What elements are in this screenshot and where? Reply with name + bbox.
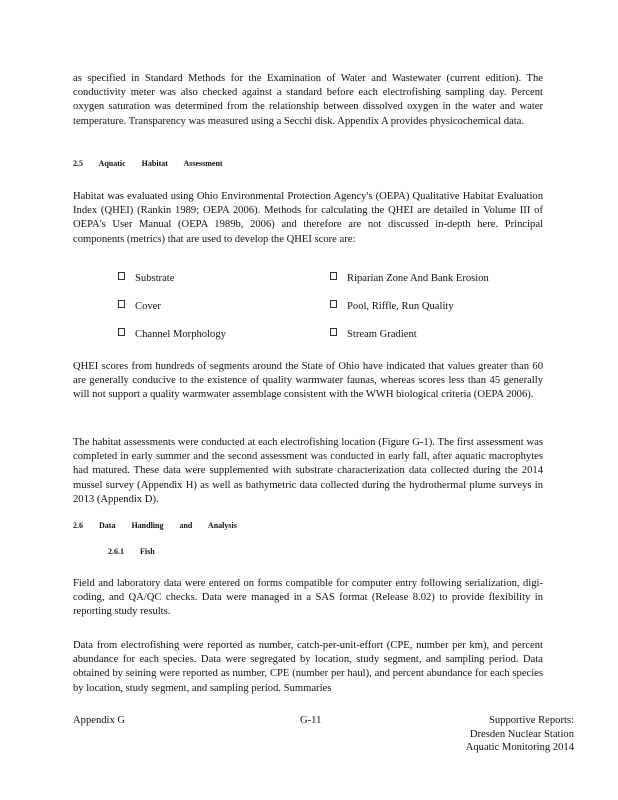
paragraph-electrofishing-data: Data from electrofishing were reported as number, catch-per-unit-effort (CPE, number per km), and percent abundance for each species. Data were segregated by location, study segment, and sampling period. Data obtained by seining were reported as number, CPE (number per haul), and percent abundance for each species by location, study segment, and sampling period. Summaries [73, 640, 543, 694]
metric-item: Pool, Riffle, Run Quality [330, 300, 454, 312]
metric-item: Cover [118, 300, 161, 312]
checkbox-icon [330, 300, 337, 308]
checkbox-icon [118, 272, 125, 280]
paragraph-water-quality-methods: as specified in Standard Methods for the Examination of Water and Wastewater (current edition). The conductivity meter was also checked against a standard before each electrofishing sampling day. Percent oxygen saturation was determined from the relationship between dissolved oxygen in the water and water temperature. Transparency was measured using a Secchi disk. Appendix A provides physicochemical data. [73, 73, 543, 127]
section-heading-2-5: 2.5 Aquatic Habitat Assessment [73, 159, 223, 168]
metric-item: Channel Morphology [118, 328, 226, 340]
footer-report-info [466, 714, 574, 755]
paragraph-qhei-scores: QHEI scores from hundreds of segments around the State of Ohio have indicated that values greater than 60 are generally conducive to the existence of quality warmwater faunas, whereas scores less than 45 generally will not support a quality warmwater assemblage consistent with the WWH biological criteria (OEPA 2006). [73, 361, 543, 401]
checkbox-icon [330, 272, 337, 280]
footer-appendix: Appendix G [73, 715, 126, 726]
footer-report-line: Dresden Nuclear Station [469, 728, 574, 740]
section-heading-2-6-1: 2.6.1 Fish [108, 547, 155, 556]
checkbox-icon [118, 328, 125, 336]
paragraph-field-laboratory-data: Field and laboratory data were entered on forms compatible for computer entry following serialization, digi-coding, and QA/QC checks. Data were managed in a SAS format (Release 8.02) to provide flexibility in reporting study results. [73, 578, 543, 618]
footer-report-line: Aquatic Monitoring 2014 [465, 742, 574, 753]
paragraph-qhei-intro: Habitat was evaluated using Ohio Environmental Protection Agency's (OEPA) Qualitative Habitat Evaluation Index (QHEI) (Rankin 1989; OEPA 2006). Methods for calculating the QHEI are detailed in Volume III of OEPA's User Manual (OEPA 1989b, 2006) and therefore are not discussed in-depth here. Principal components (metrics) that are used to develop the QHEI score are: [73, 191, 543, 245]
paragraph-habitat-assessments: The habitat assessments were conducted at each electrofishing location (Figure G-1). The first assessment was completed in early summer and the second assessment was conducted in early fall, after aquatic macrophytes had matured. These data were supplemented with substrate characterization data collected during the 2014 mussel survey (Appendix H) as well as bathymetric data collected during the hydrothermal plume surveys in 2013 (Appendix D). [73, 437, 543, 505]
section-heading-2-6: 2.6 Data Handling and Analysis [73, 521, 237, 530]
checkbox-icon [118, 300, 125, 308]
footer-page-number: G-11 [300, 715, 322, 726]
metric-item: Substrate [118, 272, 174, 284]
footer-report-line: Supportive Reports: [488, 715, 574, 726]
checkbox-icon [330, 328, 337, 336]
metric-item: Riparian Zone And Bank Erosion [330, 272, 489, 284]
metric-item: Stream Gradient [330, 328, 417, 340]
